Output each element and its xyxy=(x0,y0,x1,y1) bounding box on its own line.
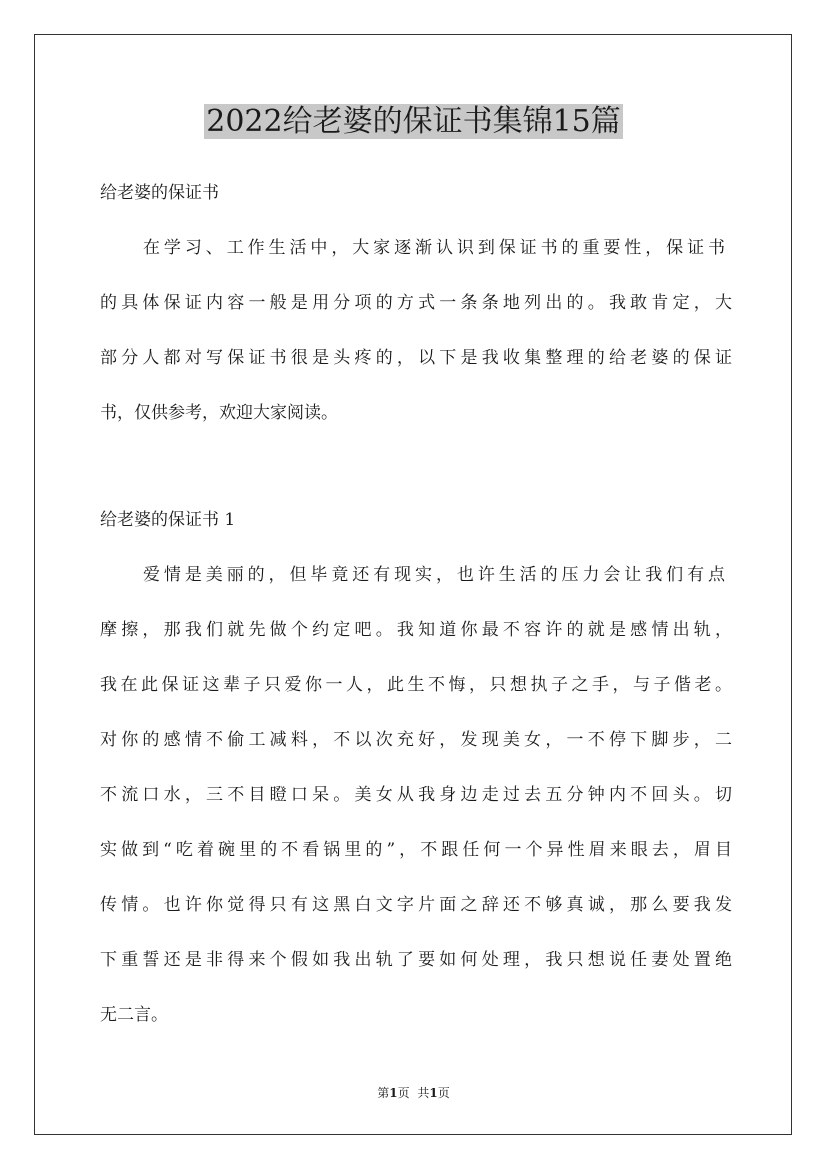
intro-line-2: 的具体保证内容一般是用分项的方式一条条地列出的。我敢肯定，大 xyxy=(100,293,732,313)
section1-heading: 给老婆的保证书 1 xyxy=(100,510,236,530)
page-footer xyxy=(0,1084,827,1102)
footer-page-prefix: 第 xyxy=(377,1086,390,1100)
intro-line-1: 在学习、工作生活中，大家逐渐认识到保证书的重要性，保证书 xyxy=(143,238,725,258)
section1-line-1: 爱情是美丽的，但毕竟还有现实，也许生活的压力会让我们有点 xyxy=(143,565,725,585)
intro-line-4: 书，仅供参考，欢迎大家阅读。 xyxy=(100,403,338,423)
footer-page-number: 1 xyxy=(389,1086,398,1100)
section1-line-6: 实做到“吃着碗里的不看锅里的”，不跟任何一个异性眉来眼去，眉目 xyxy=(100,840,732,860)
footer-total-prefix: 共 xyxy=(417,1086,430,1100)
section1-line-2: 摩擦，那我们就先做个约定吧。我知道你最不容许的就是感情出轨， xyxy=(100,620,732,640)
section1-line-5: 不流口水，三不目瞪口呆。美女从我身边走过去五分钟内不回头。切 xyxy=(100,785,732,805)
section1-line-7: 传情。也许你觉得只有这黑白文字片面之辞还不够真诚，那么要我发 xyxy=(100,895,732,915)
footer-total-suffix: 页 xyxy=(437,1086,450,1100)
intro-heading: 给老婆的保证书 xyxy=(100,183,219,203)
intro-line-3: 部分人都对写保证书很是头疼的，以下是我收集整理的给老婆的保证 xyxy=(100,348,732,368)
section1-line-8: 下重誓还是非得来个假如我出轨了要如何处理，我只想说任妻处置绝 xyxy=(100,950,732,970)
document-title-text: 2022给老婆的保证书集锦15篇 xyxy=(206,104,621,139)
document-title xyxy=(0,100,827,144)
section1-line-4: 对你的感情不偷工减料，不以次充好，发现美女，一不停下脚步，二 xyxy=(100,730,732,750)
footer-page-suffix: 页 xyxy=(397,1086,410,1100)
footer-total-number: 1 xyxy=(429,1086,438,1100)
section1-line-9: 无二言。 xyxy=(100,1005,168,1025)
section1-line-3: 我在此保证这辈子只爱你一人，此生不悔，只想执子之手，与子偕老。 xyxy=(100,675,732,695)
